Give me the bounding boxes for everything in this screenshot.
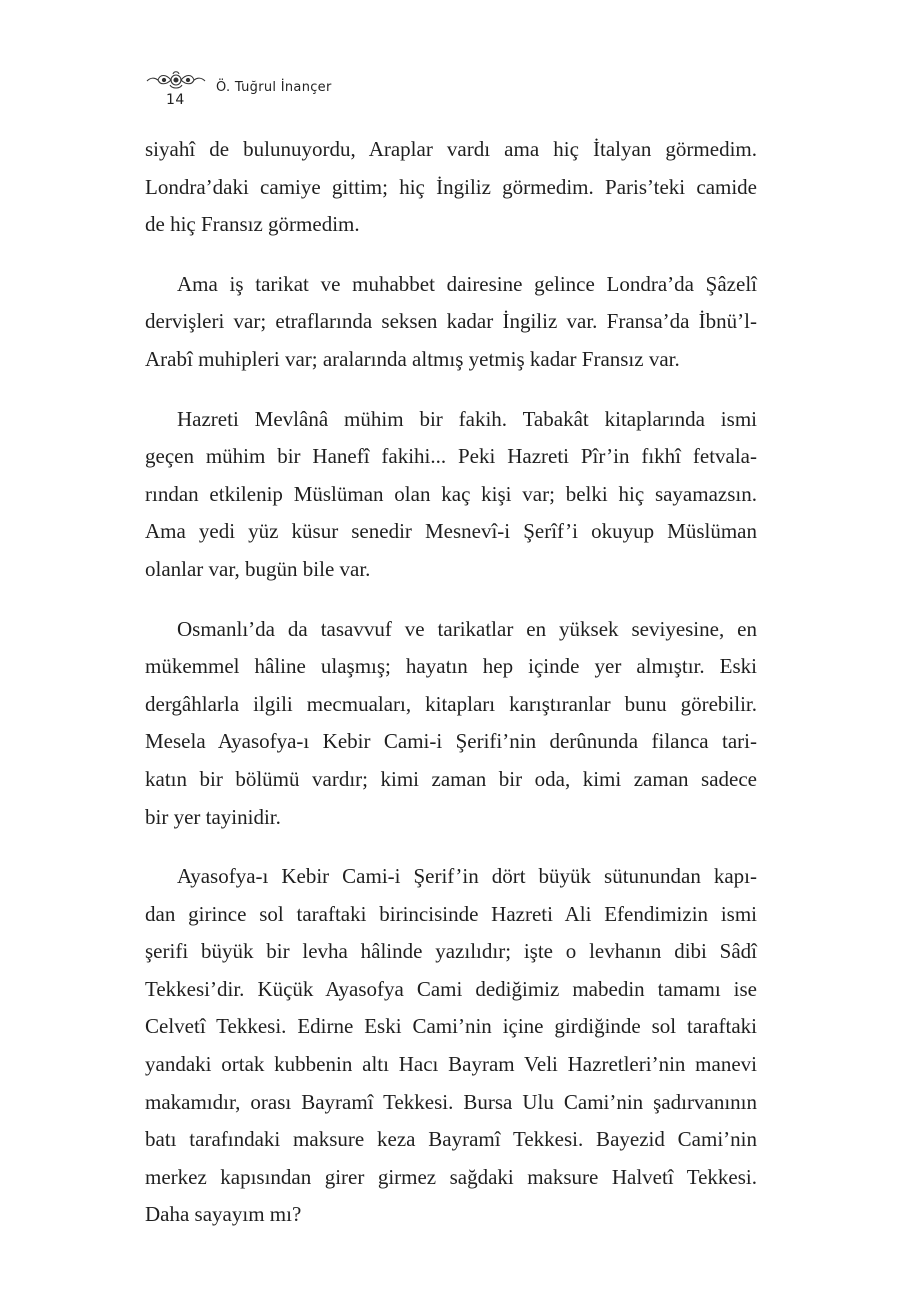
text-line: makamıdır, orası Bayramî Tekkesi. Bursa Ulu Cami’nin şadırvanının xyxy=(145,1089,757,1114)
text-line: katın bir bölümü vardır; kimi zaman bir oda, kimi zaman sadece xyxy=(145,766,757,791)
text-line: şerifi büyük bir levha hâlinde yazılıdır; işte o levhanın dibi Sâdî xyxy=(145,939,757,964)
text-line: Ama iş tarikat ve muhabbet dairesine gelince Londra’da Şâzelî xyxy=(177,271,757,296)
text-line: Celvetî Tekkesi. Edirne Eski Cami’nin içine girdiğinde sol taraftaki xyxy=(145,1014,757,1039)
text-line: dergâhlarla ilgili mecmuaları, kitapları karıştıranlar bunu görebilir. xyxy=(145,691,757,716)
text-line: Ama yedi yüz küsur senedir Mesnevî-i Şerîf’i okuyup Müslüman xyxy=(145,519,757,544)
text-line: geçen mühim bir Hanefî fakihi... Peki Hazreti Pîr’in fıkhî fetvala- xyxy=(145,444,757,469)
text-line: dervişleri var; etraflarında seksen kadar İngiliz var. Fransa’da İbnü’l- xyxy=(145,309,757,334)
text-line: Hazreti Mevlânâ mühim bir fakih. Tabakât kitaplarında ismi xyxy=(177,406,757,431)
running-head xyxy=(144,70,444,110)
text-line: de hiç Fransız görmedim. xyxy=(145,212,360,237)
page-number: 14 xyxy=(166,92,185,108)
floral-ornament-icon xyxy=(144,70,208,94)
text-line: siyahî de bulunuyordu, Araplar vardı ama hiç İtalyan görmedim. xyxy=(145,137,757,161)
text-line: Mesela Ayasofya-ı Kebir Cami-i Şerifi’nin derûnunda filanca tari- xyxy=(145,729,757,754)
text-line: Tekkesi’dir. Küçük Ayasofya Cami dediğimiz mabedin tamamı ise xyxy=(145,976,757,1001)
text-line: Ayasofya-ı Kebir Cami-i Şerif’in dört büyük sütunundan kapı- xyxy=(177,864,757,889)
text-line: yandaki ortak kubbenin altı Hacı Bayram Veli Hazretleri’nin manevi xyxy=(145,1052,757,1077)
paragraph xyxy=(145,266,757,379)
text-line: merkez kapısından girer girmez sağdaki maksure Halvetî Tekkesi. xyxy=(145,1164,757,1189)
body-text xyxy=(145,131,757,1256)
text-line: Osmanlı’da da tasavvuf ve tarikatlar en yüksek seviyesine, en xyxy=(177,616,757,641)
paragraph xyxy=(145,611,757,837)
text-line: Daha sayayım mı? xyxy=(145,1202,302,1227)
text-line: bir yer tayinidir. xyxy=(145,804,281,829)
paragraph xyxy=(145,131,757,244)
text-line: Londra’daki camiye gittim; hiç İngiliz görmedim. Paris’teki camide xyxy=(145,174,757,199)
paragraph xyxy=(145,858,757,1234)
running-head-author: Ö. Tuğrul İnançer xyxy=(216,80,332,95)
text-line: mükemmel hâline ulaşmış; hayatın hep içinde yer almıştır. Eski xyxy=(145,654,757,679)
text-line: batı tarafındaki maksure keza Bayramî Tekkesi. Bayezid Cami’nin xyxy=(145,1127,757,1152)
text-line: olanlar var, bugün bile var. xyxy=(145,556,371,581)
text-line: rından etkilenip Müslüman olan kaç kişi var; belki hiç sayamazsın. xyxy=(145,481,757,506)
text-line: Arabî muhipleri var; aralarında altmış yetmiş kadar Fransız var. xyxy=(145,346,680,371)
text-line: dan girince sol taraftaki birincisinde Hazreti Ali Efendimizin ismi xyxy=(145,901,757,926)
paragraph xyxy=(145,401,757,589)
